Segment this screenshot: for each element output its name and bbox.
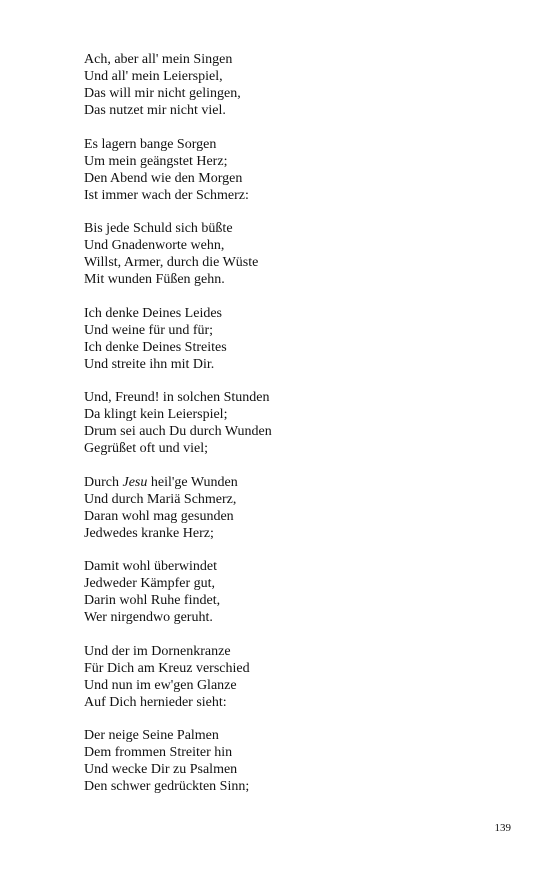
verse-line: Um mein geängstet Herz;	[84, 153, 228, 169]
verse-line: Den schwer gedrückten Sinn;	[84, 779, 250, 794]
verse-line: Daran wohl mag gesunden	[84, 508, 234, 524]
verse-line: Und durch Mariä Schmerz,	[84, 491, 237, 507]
verse-line: Jedwedes kranke Herz;	[84, 525, 214, 541]
verse-line: Es lagern bange Sorgen	[84, 136, 217, 152]
verse-line: Und wecke Dir zu Psalmen	[84, 762, 238, 777]
verse-line: Für Dich am Kreuz verschied	[84, 660, 250, 676]
verse-line: Der neige Seine Palmen	[84, 728, 219, 743]
stanza-5	[84, 389, 484, 457]
stanza-3	[84, 220, 484, 288]
verse-line: Und nun im ew'gen Glanze	[84, 677, 237, 693]
verse-line: Drum sei auch Du durch Wunden	[84, 424, 272, 439]
stanza-7	[84, 558, 484, 626]
page-number: 139	[494, 822, 511, 834]
verse-line: Ist immer wach der Schmerz:	[84, 187, 249, 203]
verse-text: heil'ge Wunden	[147, 474, 238, 490]
verse-line: Und der im Dornenkranze	[84, 643, 231, 659]
verse-line: Das will mir nicht gelingen,	[84, 86, 241, 101]
verse-line: Mit wunden Füßen gehn.	[84, 272, 225, 287]
verse-line: Gegrüßet oft und viel;	[84, 441, 209, 456]
verse-line	[84, 474, 484, 491]
verse-line: Den Abend wie den Morgen	[84, 170, 243, 186]
verse-line: Bis jede Schuld sich büßte	[84, 221, 233, 236]
verse-line: Ich denke Deines Leides	[84, 305, 222, 321]
verse-line: Da klingt kein Leierspiel;	[84, 407, 228, 422]
verse-line: Damit wohl überwindet	[84, 559, 217, 574]
verse-line: Und Gnadenworte wehn,	[84, 238, 225, 253]
stanza-9	[84, 727, 484, 795]
poem-text	[84, 51, 484, 812]
verse-line: Wer nirgendwo geruht.	[84, 610, 213, 625]
verse-line: Dem frommen Streiter hin	[84, 745, 233, 760]
stanza-4	[84, 305, 484, 373]
stanza-1	[84, 51, 484, 119]
verse-line: Willst, Armer, durch die Wüste	[84, 255, 259, 270]
verse-line: Ich denke Deines Streites	[84, 339, 227, 355]
verse-line: Und all' mein Leierspiel,	[84, 69, 223, 84]
stanza-6	[84, 474, 484, 542]
verse-line: Auf Dich hernieder sieht:	[84, 694, 227, 710]
verse-line: Und streite ihn mit Dir.	[84, 356, 215, 372]
verse-line: Und weine für und für;	[84, 322, 214, 338]
emphasized-name: Jesu	[122, 474, 148, 490]
verse-line: Das nutzet mir nicht viel.	[84, 103, 226, 118]
verse-line: Darin wohl Ruhe findet,	[84, 593, 221, 608]
stanza-2	[84, 136, 484, 204]
verse-line: Jedweder Kämpfer gut,	[84, 576, 216, 591]
stanza-8	[84, 643, 484, 711]
verse-text: Durch	[84, 474, 123, 490]
verse-line: Und, Freund! in solchen Stunden	[84, 390, 270, 405]
verse-line: Ach, aber all' mein Singen	[84, 52, 233, 67]
